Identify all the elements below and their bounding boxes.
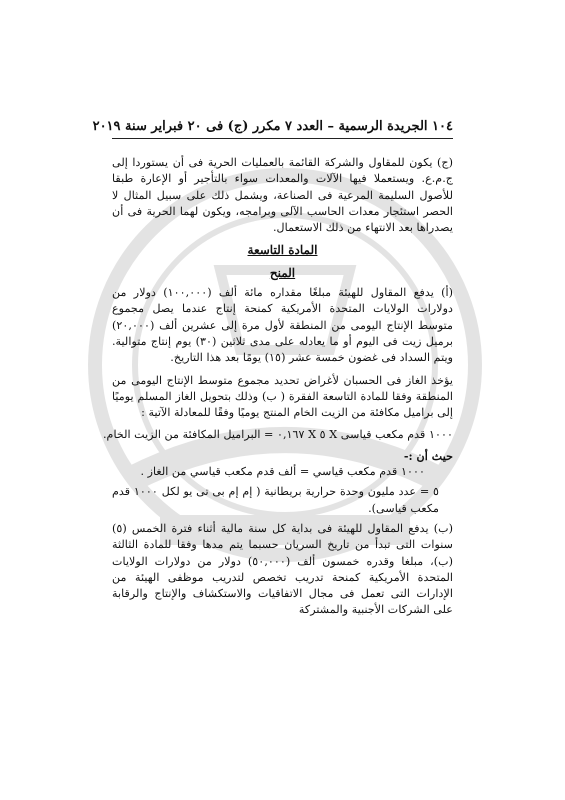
paragraph-a: (أ) يدفع المقاول للهيئة مبلغًا مقداره مائة ألف (١٠٠,٠٠٠) دولار من دولارات الولايات المتحدة الأمريكية كمنحة إنتاج عندما يصل مجموع متوسط الإنتاج اليومى من المنطقة لأول مرة إلى عشرين ألف (٢٠,٠٠٠) برميل زيت فى اليوم أو ما يعادله على مدى ثلاثين (٣٠) يوم إنتاج متوالية. ويتم السداد فى غضون خمسة عشر (١٥) يومًا بعد هذا التاريخ. bbox=[112, 286, 454, 365]
paragraph-gas: يؤخذ الغاز فى الحسبان لأغراض تحديد مجموع متوسط الإنتاج اليومى من المنطقة وفقا للمادة التاسعة الفقرة ( ب) وذلك بتحويل الغاز المسلم يوميًا إلى براميل مكافئة من الزيت الخام المنتج يوميًا وفقًا للمعادلة الآتية : bbox=[112, 373, 453, 420]
definition-mmbtu: ٥ = عدد مليون وحدة حرارية بريطانية ( إم إم بى تى يو لكل ١٠٠٠ قدم مكعب قياسى). bbox=[112, 485, 439, 515]
where-label: حيث أن :- bbox=[403, 448, 453, 463]
document-body bbox=[103, 155, 454, 625]
section-title: المنح bbox=[269, 265, 296, 280]
definition-cubic-feet: ١٠٠٠ قدم مكعب قياسي = ألف قدم مكعب قياسي من الغاز . bbox=[140, 465, 425, 479]
conversion-equation: ١٠٠٠ قدم مكعب قياسى X ٥ X ٠,١٦٧ = البراميل المكافئة من الزيت الخام. bbox=[103, 428, 453, 442]
paragraph-j: (ج) يكون للمقاول والشركة القائمة بالعمليات الحرية فى أن يستوردا إلى ج.م.ع. ويستعملا فيها الآلات والمعدات سواء بالتأجير أو الإعارة طبقا للأصول السليمة المرعية فى الصناعة، ويشمل ذلك على سبيل المثال لا الحصر استئجار معدات الحاسب الآلى وبرامجه، ويكون لهما الحرية فى أن يصدراها بعد الانتهاء من ذلك الاستعمال. bbox=[112, 156, 453, 235]
article-title: المادة التاسعة bbox=[247, 243, 318, 258]
paragraph-b: (ب) يدفع المقاول للهيئة فى بداية كل سنة مالية أثناء فترة الخمس (٥) سنوات التى تبدأ من تاريخ السريان حسبما يتم مدها وفقا للمادة الثالثة (ب)، مبلغا وقدره خمسون ألف (٥٠,٠٠٠) دولار من دولارات الولايات المتحدة الأمريكية كمنحة تدريب تخصص لتدريب موظفى الهيئة من الإدارات التى تعمل فى مجال الاتفاقيات والاستكشاف والإنتاج والرقابة على الشركات الأجنبية والمشتركة bbox=[112, 521, 453, 617]
page-header: ١٠٤ الجريدة الرسمية – العدد ٧ مكرر (ج) فى ٢٠ فبراير سنة ٢٠١٩ bbox=[112, 116, 453, 139]
